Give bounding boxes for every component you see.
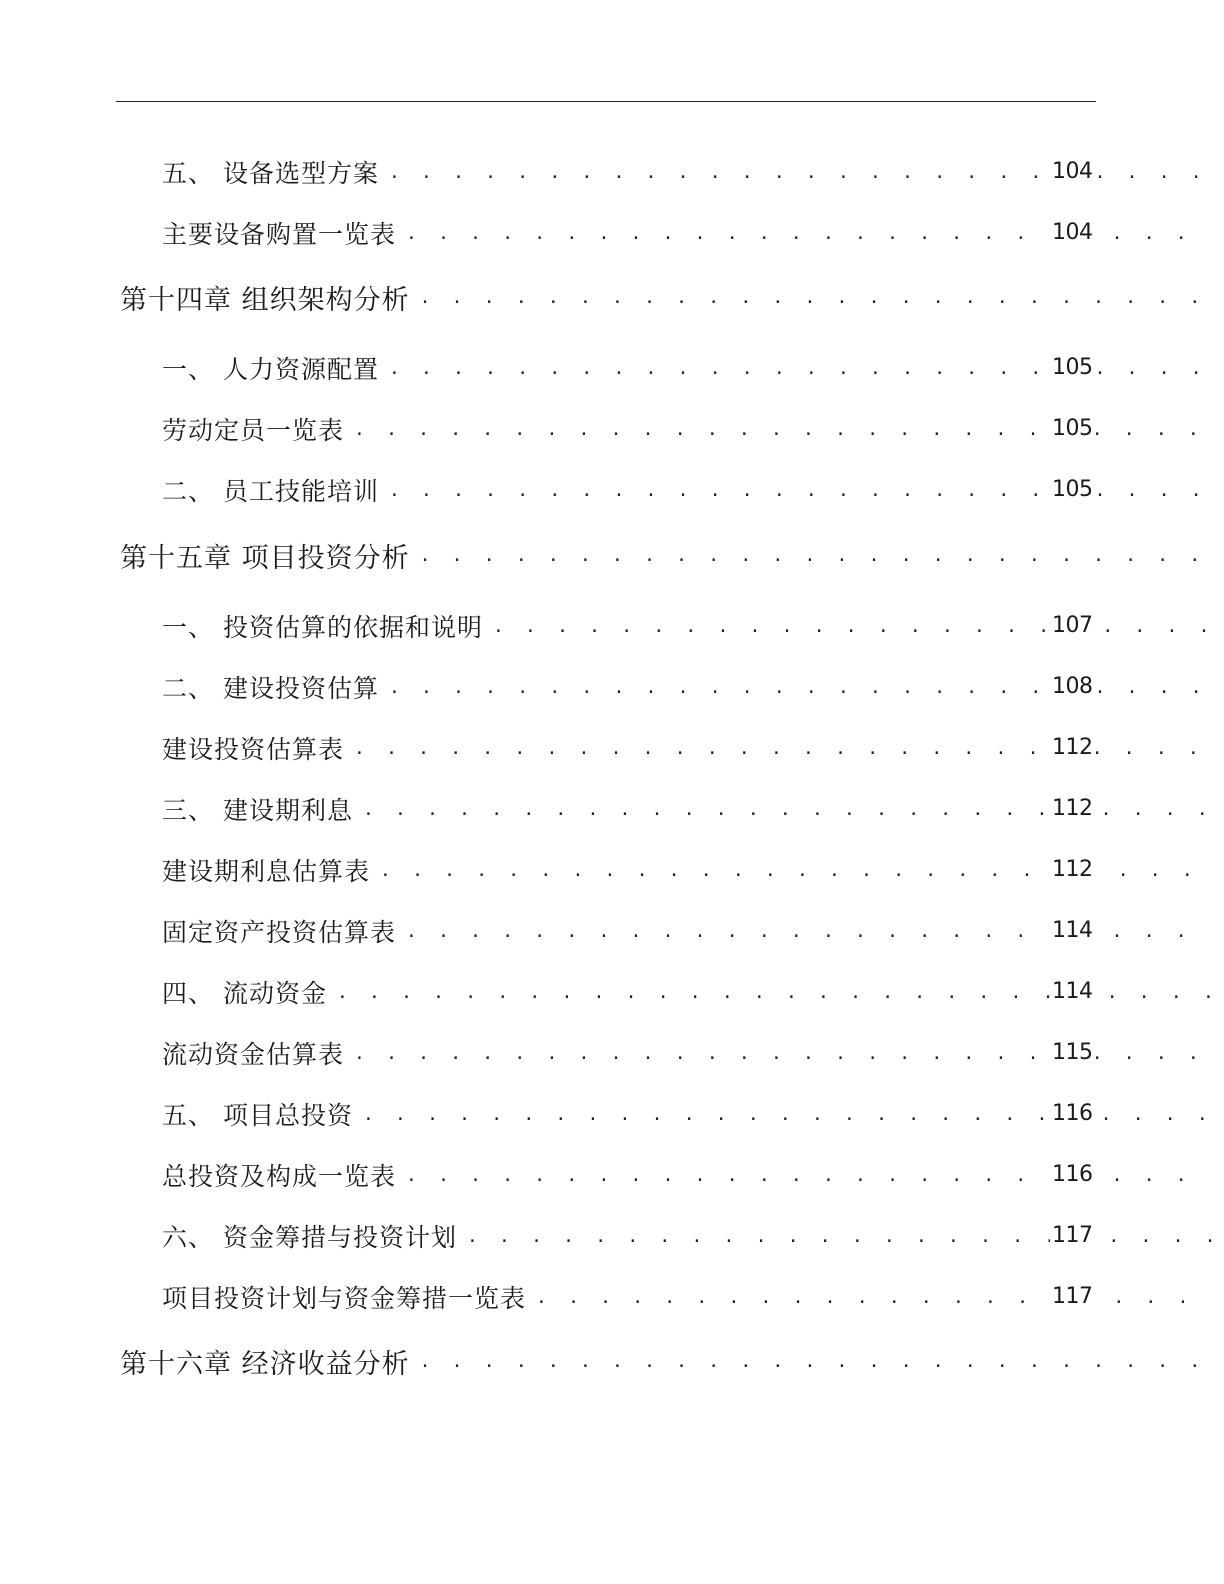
toc-entry-title: 二、 建设投资估算 [162, 674, 379, 703]
toc-entry-title: 劳动定员一览表 [162, 416, 345, 445]
dot-leader [483, 616, 1212, 637]
toc-entry-page: 115 [1050, 1033, 1095, 1073]
toc-entry-page: 105 [1050, 409, 1095, 449]
toc-entry-page: 114 [1050, 911, 1095, 951]
toc-entry-title: 流动资金估算表 [162, 1040, 345, 1069]
toc-entry-title: 固定资产投资估算表 [162, 918, 397, 947]
toc-chapter[interactable] [120, 1341, 1212, 1381]
toc-entry-title: 项目投资计划与资金筹措一览表 [162, 1284, 527, 1313]
dot-leader [457, 1226, 1212, 1247]
toc-entry-page: 105 [1050, 348, 1095, 388]
toc-entry-title: 建设期利息估算表 [162, 857, 371, 886]
toc-entry-page: 114 [1050, 972, 1095, 1012]
toc-entry-title: 五、 项目总投资 [162, 1101, 353, 1130]
toc-entry-page: 117 [1050, 1277, 1095, 1317]
dot-leader [526, 1287, 1212, 1308]
toc-chapter[interactable] [120, 535, 1212, 575]
toc-entry-page: 107 [1050, 606, 1095, 646]
toc-entry-page: 104 [1050, 213, 1095, 253]
toc-chapter-title: 第十四章 组织架构分析 [120, 284, 410, 316]
toc-entry-page: 104 [1050, 152, 1095, 192]
toc-entry-page: 108 [1050, 667, 1095, 707]
toc-entry-title: 一、 投资估算的依据和说明 [162, 613, 483, 642]
toc-entry-title: 三、 建设期利息 [162, 796, 353, 825]
toc-chapter-title: 第十五章 项目投资分析 [120, 542, 410, 574]
toc-entry-page: 117 [1050, 1216, 1095, 1256]
toc-entry-page: 116 [1050, 1094, 1095, 1134]
toc-entry-title: 四、 流动资金 [162, 979, 327, 1008]
toc-entry-title: 五、 设备选型方案 [162, 159, 379, 188]
toc-entry-title: 一、 人力资源配置 [162, 355, 379, 384]
toc-entry-page: 105 [1050, 470, 1095, 510]
dot-leader [410, 287, 1212, 308]
toc-entry-title: 主要设备购置一览表 [162, 220, 397, 249]
toc-entry-title: 建设投资估算表 [162, 735, 345, 764]
toc-entry-page: 116 [1050, 1155, 1095, 1195]
toc-entry-page: 112 [1050, 850, 1095, 890]
toc-entry-page: 112 [1050, 728, 1095, 768]
dot-leader [410, 1351, 1212, 1372]
toc-entry-page: 112 [1050, 789, 1095, 829]
toc-entry-title: 六、 资金筹措与投资计划 [162, 1223, 457, 1252]
toc-entry-title: 二、 员工技能培训 [162, 477, 379, 506]
toc-chapter-title: 第十六章 经济收益分析 [120, 1348, 410, 1380]
dot-leader [410, 545, 1212, 566]
toc-chapter[interactable] [120, 277, 1212, 317]
toc-entry-title: 总投资及构成一览表 [162, 1162, 397, 1191]
